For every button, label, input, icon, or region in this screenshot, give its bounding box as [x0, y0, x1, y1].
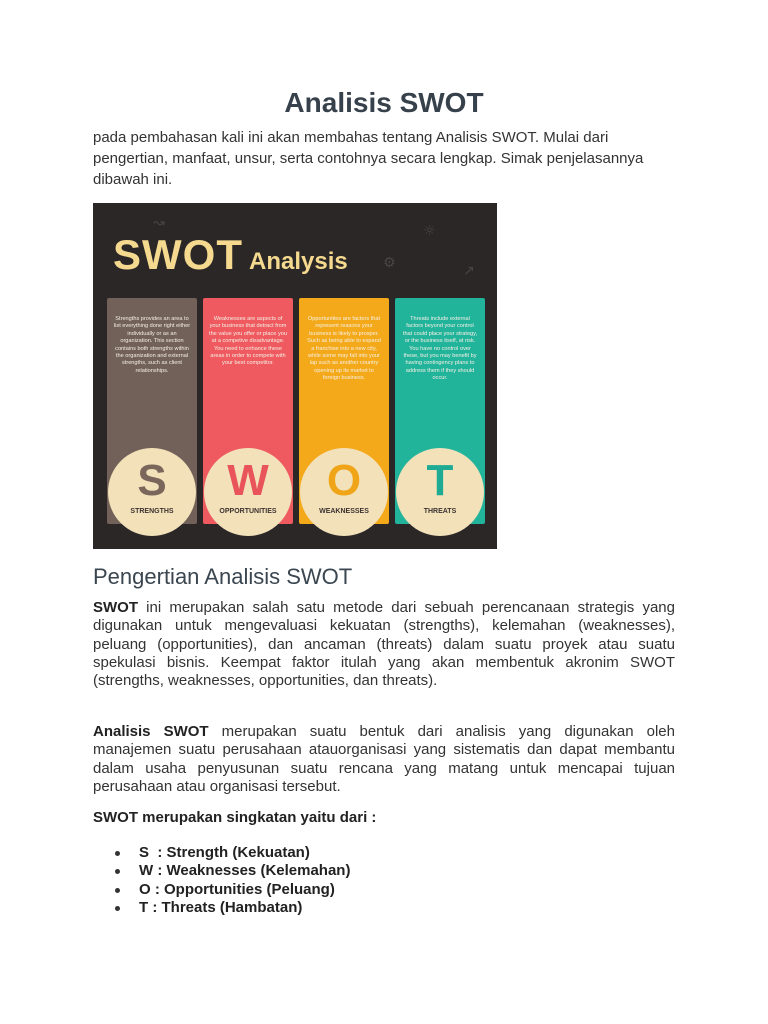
list-item: O : Opportunities (Peluang) [113, 881, 350, 899]
opportunities-word: WEAKNESSES [319, 508, 369, 515]
threats-letter: T [426, 456, 454, 505]
analysis-paragraph [93, 723, 675, 796]
intro-paragraph: pada pembahasan kali ini akan membahas tentang Analisis SWOT. Mulai dari pengertian, manfaat, unsur, serta contohnya secara lengkap. Simak penjelasannya dibawah ini. [93, 129, 644, 188]
strengths-circle [108, 448, 196, 536]
list-item: S : Strength (Kekuatan) [113, 844, 350, 862]
weaknesses-description: Weaknesses are aspects of your business that detract from the value you offer or place you at a competive disadvantage. You need to enhance these areas in order to compete with your best competitor. [209, 316, 287, 367]
page-title: Analisis SWOT [284, 87, 484, 118]
strengths-description: Strengths provides an area to list everything done right either individually or as an organization. This section contains both strengths within the organization and external strengths, such as client relationships. [113, 316, 191, 374]
analysis-text: merupakan suatu bentuk dari analisis yang digunakan oleh manajemen suatu perusahaan atauorganisasi yang sistematis dan dapat membantu dalam usaha penyusunan suatu rencana yang matang untuk mencapai tujuan perusahaan atau organisasi tersebut. [93, 723, 675, 795]
definition-text: ini merupakan salah satu metode dari sebuah perencanaan strategis yang digunakan untuk mengevaluasi kekuatan (strengths), kelemahan (weaknesses), peluang (opportunities), dan ancaman (threats) dalam suatu proyek atau suatu spekulasi bisnis. Keempat faktor itulah yang akan membentuk akronim SWOT (strengths, weaknesses, opportunities, dan threats). [93, 599, 675, 690]
chart-doodle-icon: ↗ [463, 263, 475, 279]
list-item: W : Weaknesses (Kelemahan) [113, 862, 350, 880]
gear-doodle-icon: ⚙ [383, 255, 396, 271]
threats-word: THREATS [423, 508, 457, 515]
swot-heading-small: Analysis [248, 248, 348, 275]
opportunities-letter: O [326, 456, 362, 505]
threats-circle [396, 448, 484, 536]
section-heading: Pengertian Analisis SWOT [93, 564, 353, 589]
weaknesses-circle [204, 448, 292, 536]
weaknesses-word: OPPORTUNITIES [219, 508, 277, 515]
swot-heading-big: SWOT [113, 231, 243, 278]
opportunities-description: Opportunities are factors that represent reasons your business is likely to prosper. Such as being able to expand a franchise into a new city, while some may fall into your lap such as another country opening up its market to foreign business. [307, 316, 381, 382]
threats-description: Threats include external factors beyond your control that could place your strategy, or the business itself, at risk. You have no control over these, but you may benefit by having contingency plans to address them if they should occur. [402, 316, 478, 382]
swot-image-heading [113, 231, 348, 279]
acronym-subheading: SWOT merupakan singkatan yaitu dari : [93, 809, 377, 826]
opportunities-circle [300, 448, 388, 536]
swot-acronym-list [113, 844, 350, 917]
analysis-bold-term: Analisis SWOT [93, 723, 209, 740]
definition-bold-term: SWOT [93, 599, 138, 616]
strengths-word: STRENGTHS [130, 508, 174, 515]
list-item: T : Threats (Hambatan) [113, 899, 350, 917]
arrow-doodle-icon: ↝ [153, 215, 165, 231]
definition-paragraph [93, 599, 675, 690]
swot-analysis-image [93, 203, 497, 549]
strengths-letter: S [137, 456, 167, 505]
lightbulb-doodle-icon: ☼ [423, 223, 436, 239]
weaknesses-letter: W [227, 456, 269, 505]
